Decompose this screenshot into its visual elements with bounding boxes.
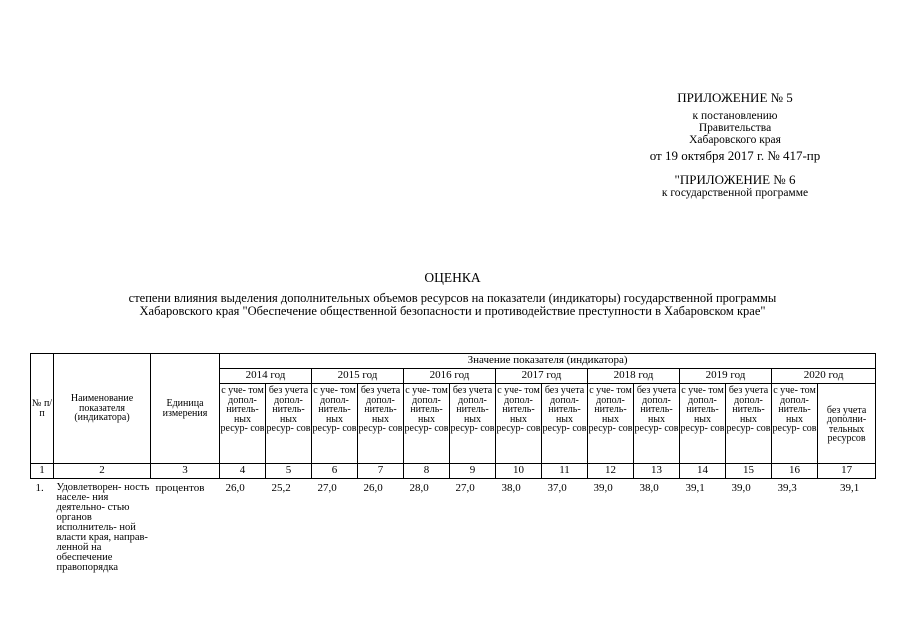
indicator-name: Удовлетворен- ность населе- ния деятельно- стью органов исполнитель- ной власти края, направ- ленной на обеспечение правопорядка — [54, 479, 151, 574]
appendix-block — [620, 90, 850, 199]
column-number: 8 — [404, 464, 450, 479]
appendix-number: ПРИЛОЖЕНИЕ № 5 — [677, 90, 793, 105]
value-cell: 37,0 — [542, 479, 588, 574]
appendix-region: Хабаровского края — [689, 134, 781, 146]
column-number: 5 — [266, 464, 312, 479]
value-cell: 28,0 — [404, 479, 450, 574]
appendix-date: от 19 октября 2017 г. № 417-пр — [649, 148, 821, 163]
header-year: 2020 год — [772, 369, 876, 384]
header-without-resources: без учета допол- нитель- ных ресур- сов — [358, 384, 404, 464]
column-number: 11 — [542, 464, 588, 479]
header-number: № п/п — [31, 354, 54, 464]
header-year: 2015 год — [312, 369, 404, 384]
header-with-resources: с уче- том допол- нитель- ных ресур- сов — [680, 384, 726, 464]
header-year: 2018 год — [588, 369, 680, 384]
header-without-resources: без учета дополни- тельных ресурсов — [818, 384, 876, 464]
header-without-resources: без учета допол- нитель- ных ресур- сов — [266, 384, 312, 464]
appendix-program: к государственной программе — [661, 187, 809, 199]
column-number: 4 — [220, 464, 266, 479]
header-with-resources: с уче- том допол- нитель- ных ресур- сов — [220, 384, 266, 464]
value-cell: 27,0 — [312, 479, 358, 574]
indicator-unit: процентов — [151, 479, 220, 574]
header-with-resources: с уче- том допол- нитель- ных ресур- сов — [588, 384, 634, 464]
value-cell: 27,0 — [450, 479, 496, 574]
column-number: 3 — [151, 464, 220, 479]
header-year: 2017 год — [496, 369, 588, 384]
row-number: 1. — [31, 479, 54, 574]
appendix-government: Правительства — [698, 122, 772, 134]
header-value: Значение показателя (индикатора) — [220, 354, 876, 369]
header-year: 2019 год — [680, 369, 772, 384]
header-unit: Единица измерения — [151, 354, 220, 464]
header-without-resources: без учета допол- нитель- ных ресур- сов — [726, 384, 772, 464]
column-number: 15 — [726, 464, 772, 479]
value-cell: 39,1 — [680, 479, 726, 574]
header-with-resources: с уче- том допол- нитель- ных ресур- сов — [772, 384, 818, 464]
title-line-2: Хабаровского края "Обеспечение общественной безопасности и противодействие преступности в Хабаровском крае" — [139, 304, 766, 318]
header-name: Наименование показателя (индикатора) — [54, 354, 151, 464]
appendix-number-6: "ПРИЛОЖЕНИЕ № 6 — [674, 172, 796, 187]
document-title — [30, 270, 875, 318]
column-number: 9 — [450, 464, 496, 479]
value-cell: 38,0 — [496, 479, 542, 574]
value-cell: 39,1 — [818, 479, 876, 574]
value-cell: 39,0 — [726, 479, 772, 574]
header-without-resources: без учета допол- нитель- ных ресур- сов — [450, 384, 496, 464]
header-without-resources: без учета допол- нитель- ных ресур- сов — [542, 384, 588, 464]
column-number: 17 — [818, 464, 876, 479]
value-cell: 26,0 — [220, 479, 266, 574]
column-number: 1 — [31, 464, 54, 479]
header-year: 2016 год — [404, 369, 496, 384]
column-number: 2 — [54, 464, 151, 479]
value-cell: 39,0 — [588, 479, 634, 574]
column-number: 13 — [634, 464, 680, 479]
value-cell: 26,0 — [358, 479, 404, 574]
value-cell: 38,0 — [634, 479, 680, 574]
column-number: 12 — [588, 464, 634, 479]
header-year: 2014 год — [220, 369, 312, 384]
column-number: 10 — [496, 464, 542, 479]
column-number: 16 — [772, 464, 818, 479]
column-number: 14 — [680, 464, 726, 479]
appendix-to: к постановлению — [692, 110, 778, 122]
title-main: ОЦЕНКА — [424, 270, 481, 285]
value-cell: 39,3 — [772, 479, 818, 574]
value-cell: 25,2 — [266, 479, 312, 574]
title-line-1: степени влияния выделения дополнительных объемов ресурсов на показатели (индикаторы) государственной программы — [128, 291, 777, 305]
header-with-resources: с уче- том допол- нитель- ных ресур- сов — [496, 384, 542, 464]
header-without-resources: без учета допол- нитель- ных ресур- сов — [634, 384, 680, 464]
indicators-table — [30, 353, 876, 573]
header-with-resources: с уче- том допол- нитель- ных ресур- сов — [404, 384, 450, 464]
table-row — [31, 479, 876, 574]
column-number: 7 — [358, 464, 404, 479]
column-number: 6 — [312, 464, 358, 479]
header-with-resources: с уче- том допол- нитель- ных ресур- сов — [312, 384, 358, 464]
